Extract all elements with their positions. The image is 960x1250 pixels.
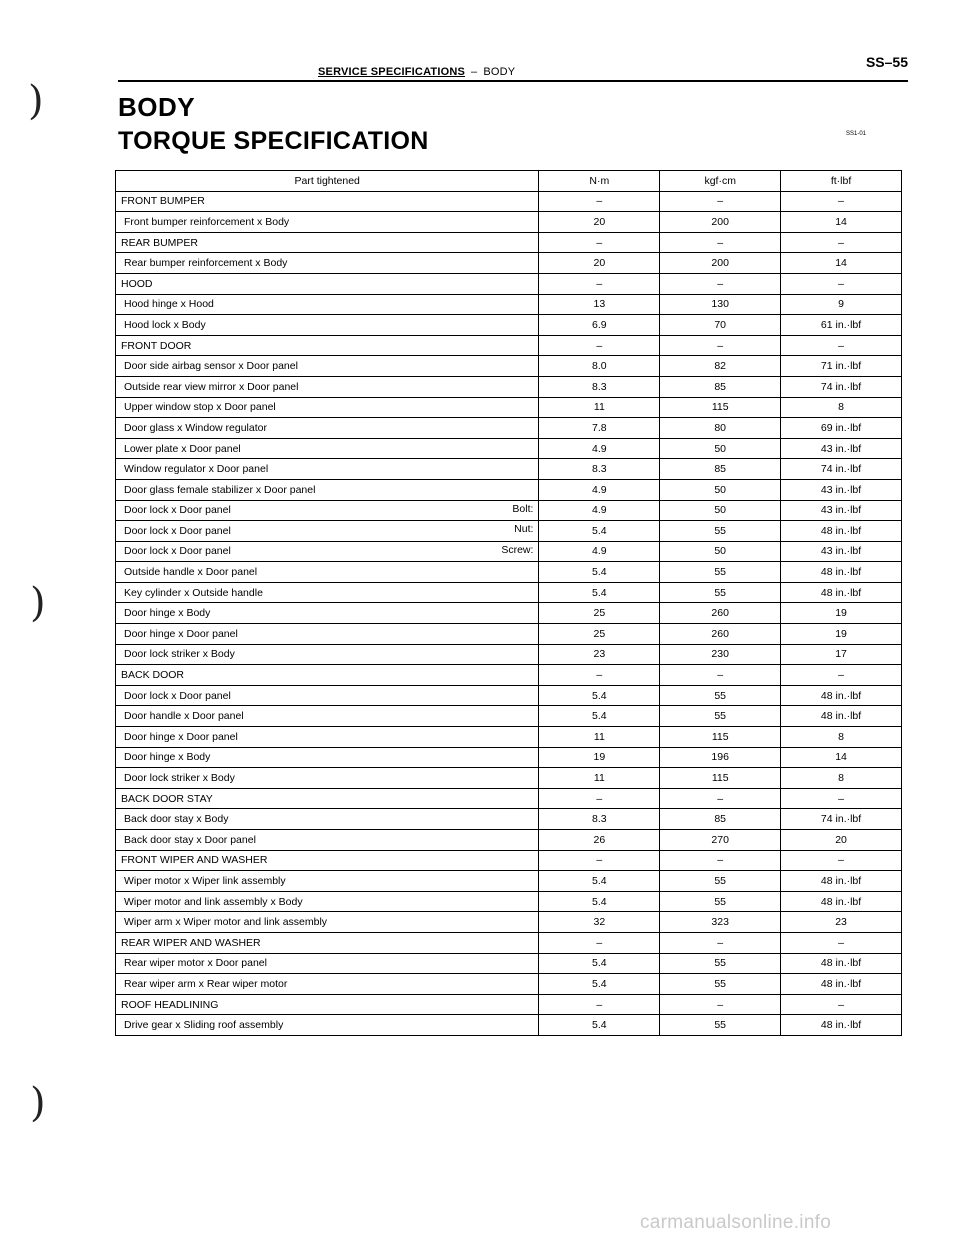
column-header-kgfcm: kgf·cm: [660, 171, 781, 192]
part-label: FRONT DOOR: [121, 339, 192, 352]
kgfcm-cell: 196: [660, 747, 781, 768]
part-label: Door hinge x Body: [124, 751, 211, 764]
ftlbf-cell: 48 in.·lbf: [781, 582, 902, 603]
nm-cell: 7.8: [539, 418, 660, 439]
part-label: REAR WIPER AND WASHER: [121, 936, 261, 949]
fastener-tag: Nut:: [514, 523, 534, 536]
part-cell: [116, 685, 539, 706]
part-cell: [116, 891, 539, 912]
column-header-ftlbf: ft·lbf: [781, 171, 902, 192]
kgfcm-cell: –: [660, 994, 781, 1015]
part-label: Wiper motor and link assembly x Body: [124, 895, 303, 908]
kgfcm-cell: –: [660, 335, 781, 356]
kgfcm-cell: 55: [660, 871, 781, 892]
table-row: [116, 582, 902, 603]
ftlbf-cell: 8: [781, 768, 902, 789]
part-label: Drive gear x Sliding roof assembly: [124, 1019, 284, 1032]
part-label: Door side airbag sensor x Door panel: [124, 360, 298, 373]
table-row: [116, 541, 902, 562]
kgfcm-cell: 260: [660, 624, 781, 645]
part-cell: [116, 273, 539, 294]
nm-cell: 4.9: [539, 479, 660, 500]
kgfcm-cell: 55: [660, 521, 781, 542]
ftlbf-cell: –: [781, 335, 902, 356]
table-row: [116, 953, 902, 974]
category-row: [116, 665, 902, 686]
ftlbf-cell: 14: [781, 212, 902, 233]
ftlbf-cell: 74 in.·lbf: [781, 459, 902, 480]
part-cell: [116, 727, 539, 748]
part-cell: [116, 459, 539, 480]
table-row: [116, 479, 902, 500]
table-row: [116, 727, 902, 748]
kgfcm-cell: 200: [660, 212, 781, 233]
ftlbf-cell: 48 in.·lbf: [781, 706, 902, 727]
table-row: [116, 891, 902, 912]
nm-cell: –: [539, 335, 660, 356]
ftlbf-cell: 74 in.·lbf: [781, 376, 902, 397]
column-header-nm: N·m: [539, 171, 660, 192]
part-cell: [116, 747, 539, 768]
ftlbf-cell: –: [781, 665, 902, 686]
part-label: Door lock x Door panel: [124, 689, 231, 702]
part-cell: [116, 479, 539, 500]
title-separator: –: [471, 66, 478, 78]
ftlbf-cell: 9: [781, 294, 902, 315]
page-number: SS–55: [865, 54, 908, 70]
part-label: HOOD: [121, 277, 153, 290]
nm-cell: 8.0: [539, 356, 660, 377]
part-cell: [116, 994, 539, 1015]
kgfcm-cell: –: [660, 665, 781, 686]
ftlbf-cell: 48 in.·lbf: [781, 562, 902, 583]
ftlbf-cell: –: [781, 273, 902, 294]
part-cell: [116, 521, 539, 542]
nm-cell: 5.4: [539, 706, 660, 727]
part-cell: [116, 541, 539, 562]
ftlbf-cell: 43 in.·lbf: [781, 438, 902, 459]
nm-cell: –: [539, 665, 660, 686]
part-label: BACK DOOR: [121, 669, 185, 682]
nm-cell: 8.3: [539, 809, 660, 830]
kgfcm-cell: 55: [660, 582, 781, 603]
binding-mark: ): [30, 1080, 46, 1126]
table-row: [116, 356, 902, 377]
kgfcm-cell: 50: [660, 438, 781, 459]
kgfcm-cell: 55: [660, 974, 781, 995]
category-row: [116, 850, 902, 871]
nm-cell: –: [539, 788, 660, 809]
nm-cell: 25: [539, 603, 660, 624]
ftlbf-cell: 8: [781, 397, 902, 418]
nm-cell: –: [539, 932, 660, 953]
ftlbf-cell: 20: [781, 830, 902, 851]
nm-cell: 5.4: [539, 562, 660, 583]
nm-cell: 5.4: [539, 974, 660, 995]
part-label: Door lock x Door panel: [124, 524, 231, 537]
ftlbf-cell: 71 in.·lbf: [781, 356, 902, 377]
table-row: [116, 603, 902, 624]
part-label: Door glass female stabilizer x Door panel: [124, 483, 316, 496]
nm-cell: 5.4: [539, 871, 660, 892]
part-label: Window regulator x Door panel: [124, 463, 269, 476]
nm-cell: 11: [539, 397, 660, 418]
part-label: Wiper arm x Wiper motor and link assembly: [124, 916, 328, 929]
table-row: [116, 624, 902, 645]
kgfcm-cell: –: [660, 788, 781, 809]
nm-cell: 20: [539, 253, 660, 274]
kgfcm-cell: 82: [660, 356, 781, 377]
table-row: [116, 871, 902, 892]
nm-cell: 6.9: [539, 315, 660, 336]
table-row: [116, 315, 902, 336]
part-label: Rear wiper arm x Rear wiper motor: [124, 977, 288, 990]
part-label: Door hinge x Door panel: [124, 627, 238, 640]
nm-cell: 8.3: [539, 376, 660, 397]
ftlbf-cell: 48 in.·lbf: [781, 1015, 902, 1036]
part-cell: [116, 376, 539, 397]
ftlbf-cell: 17: [781, 644, 902, 665]
ftlbf-cell: 19: [781, 624, 902, 645]
ftlbf-cell: 69 in.·lbf: [781, 418, 902, 439]
part-label: REAR BUMPER: [121, 236, 199, 249]
kgfcm-cell: –: [660, 232, 781, 253]
part-cell: [116, 500, 539, 521]
running-title: [318, 66, 515, 78]
section-title: SERVICE SPECIFICATIONS: [318, 66, 466, 78]
part-label: Door handle x Door panel: [124, 710, 244, 723]
table-row: [116, 809, 902, 830]
part-label: FRONT BUMPER: [121, 195, 205, 208]
ftlbf-cell: –: [781, 191, 902, 212]
kgfcm-cell: –: [660, 850, 781, 871]
table-row: [116, 376, 902, 397]
part-cell: [116, 191, 539, 212]
ftlbf-cell: 48 in.·lbf: [781, 685, 902, 706]
binding-mark: ): [28, 78, 44, 124]
table-row: [116, 1015, 902, 1036]
part-cell: [116, 253, 539, 274]
part-cell: [116, 603, 539, 624]
nm-cell: 8.3: [539, 459, 660, 480]
table-row: [116, 418, 902, 439]
table-row: [116, 685, 902, 706]
table-row: [116, 768, 902, 789]
part-label: Back door stay x Door panel: [124, 833, 256, 846]
part-cell: [116, 788, 539, 809]
part-label: Outside handle x Door panel: [124, 566, 258, 579]
nm-cell: –: [539, 273, 660, 294]
table-row: [116, 294, 902, 315]
part-cell: [116, 871, 539, 892]
part-cell: [116, 932, 539, 953]
part-label: Hood lock x Body: [124, 318, 206, 331]
kgfcm-cell: 55: [660, 1015, 781, 1036]
nm-cell: 25: [539, 624, 660, 645]
ftlbf-cell: 48 in.·lbf: [781, 891, 902, 912]
ftlbf-cell: –: [781, 994, 902, 1015]
nm-cell: 20: [539, 212, 660, 233]
table-row: [116, 438, 902, 459]
kgfcm-cell: 130: [660, 294, 781, 315]
part-cell: [116, 912, 539, 933]
ftlbf-cell: –: [781, 788, 902, 809]
fastener-tag: Screw:: [501, 543, 534, 556]
nm-cell: –: [539, 232, 660, 253]
part-label: Door hinge x Body: [124, 607, 211, 620]
table-row: [116, 706, 902, 727]
part-cell: [116, 624, 539, 645]
part-label: BACK DOOR STAY: [121, 792, 213, 805]
ftlbf-cell: 74 in.·lbf: [781, 809, 902, 830]
part-label: Door lock x Door panel: [124, 504, 231, 517]
kgfcm-cell: 70: [660, 315, 781, 336]
ftlbf-cell: 48 in.·lbf: [781, 521, 902, 542]
part-cell: [116, 850, 539, 871]
table-row: [116, 521, 902, 542]
ftlbf-cell: 48 in.·lbf: [781, 974, 902, 995]
part-label: Outside rear view mirror x Door panel: [124, 380, 299, 393]
part-cell: [116, 582, 539, 603]
torque-table: [115, 170, 902, 1036]
ftlbf-cell: 19: [781, 603, 902, 624]
part-label: Door lock x Door panel: [124, 545, 231, 558]
kgfcm-cell: 115: [660, 768, 781, 789]
ftlbf-cell: 61 in.·lbf: [781, 315, 902, 336]
kgfcm-cell: 85: [660, 459, 781, 480]
table-row: [116, 562, 902, 583]
kgfcm-cell: –: [660, 191, 781, 212]
table-row: [116, 500, 902, 521]
kgfcm-cell: 85: [660, 809, 781, 830]
part-cell: [116, 294, 539, 315]
part-label: Lower plate x Door panel: [124, 442, 241, 455]
nm-cell: 5.4: [539, 953, 660, 974]
table-row: [116, 459, 902, 480]
nm-cell: 32: [539, 912, 660, 933]
nm-cell: 4.9: [539, 500, 660, 521]
nm-cell: 4.9: [539, 541, 660, 562]
figure-code: SS1-01: [846, 131, 867, 137]
nm-cell: 5.4: [539, 521, 660, 542]
kgfcm-cell: 55: [660, 562, 781, 583]
category-row: [116, 191, 902, 212]
part-label: Rear bumper reinforcement x Body: [124, 257, 288, 270]
part-cell: [116, 953, 539, 974]
ftlbf-cell: 43 in.·lbf: [781, 479, 902, 500]
table-row: [116, 747, 902, 768]
kgfcm-cell: 115: [660, 397, 781, 418]
part-cell: [116, 768, 539, 789]
category-row: [116, 994, 902, 1015]
ftlbf-cell: 43 in.·lbf: [781, 541, 902, 562]
part-cell: [116, 438, 539, 459]
category-row: [116, 788, 902, 809]
header-rule: [118, 80, 908, 82]
part-cell: [116, 809, 539, 830]
ftlbf-cell: 14: [781, 747, 902, 768]
kgfcm-cell: 260: [660, 603, 781, 624]
part-cell: [116, 562, 539, 583]
category-row: [116, 273, 902, 294]
table-header-row: [116, 171, 902, 192]
page-header: [118, 52, 908, 82]
ftlbf-cell: –: [781, 850, 902, 871]
part-cell: [116, 706, 539, 727]
kgfcm-cell: 230: [660, 644, 781, 665]
nm-cell: 5.4: [539, 685, 660, 706]
nm-cell: –: [539, 850, 660, 871]
kgfcm-cell: 85: [660, 376, 781, 397]
part-cell: [116, 335, 539, 356]
part-cell: [116, 644, 539, 665]
nm-cell: 11: [539, 727, 660, 748]
table-row: [116, 212, 902, 233]
part-label: Door lock striker x Body: [124, 648, 235, 661]
part-label: Rear wiper motor x Door panel: [124, 957, 267, 970]
part-label: Back door stay x Body: [124, 813, 229, 826]
category-row: [116, 232, 902, 253]
part-cell: [116, 356, 539, 377]
nm-cell: 11: [539, 768, 660, 789]
table-row: [116, 912, 902, 933]
nm-cell: 23: [539, 644, 660, 665]
part-cell: [116, 974, 539, 995]
nm-cell: –: [539, 994, 660, 1015]
kgfcm-cell: 50: [660, 500, 781, 521]
section-heading: TORQUE SPECIFICATION: [118, 127, 429, 155]
kgfcm-cell: 50: [660, 479, 781, 500]
table-row: [116, 644, 902, 665]
nm-cell: 4.9: [539, 438, 660, 459]
kgfcm-cell: 323: [660, 912, 781, 933]
nm-cell: 13: [539, 294, 660, 315]
nm-cell: 5.4: [539, 582, 660, 603]
part-label: Door lock striker x Body: [124, 772, 235, 785]
fastener-tag: Bolt:: [512, 502, 534, 515]
kgfcm-cell: 80: [660, 418, 781, 439]
kgfcm-cell: 115: [660, 727, 781, 748]
part-cell: [116, 1015, 539, 1036]
part-label: Upper window stop x Door panel: [124, 401, 276, 414]
nm-cell: 5.4: [539, 1015, 660, 1036]
category-row: [116, 932, 902, 953]
table-row: [116, 253, 902, 274]
table-body: [116, 191, 902, 1035]
kgfcm-cell: 50: [660, 541, 781, 562]
table-row: [116, 830, 902, 851]
part-label: Door glass x Window regulator: [124, 421, 267, 434]
part-cell: [116, 315, 539, 336]
kgfcm-cell: 55: [660, 706, 781, 727]
table-row: [116, 974, 902, 995]
ftlbf-cell: 48 in.·lbf: [781, 871, 902, 892]
table-row: [116, 397, 902, 418]
part-cell: [116, 212, 539, 233]
kgfcm-cell: –: [660, 932, 781, 953]
part-label: ROOF HEADLINING: [121, 998, 219, 1011]
watermark: carmanualsonline.info: [640, 1212, 832, 1233]
part-label: Key cylinder x Outside handle: [124, 586, 263, 599]
part-label: Door hinge x Door panel: [124, 730, 238, 743]
kgfcm-cell: 270: [660, 830, 781, 851]
kgfcm-cell: 55: [660, 891, 781, 912]
section-subtitle: BODY: [483, 66, 516, 78]
ftlbf-cell: 14: [781, 253, 902, 274]
part-cell: [116, 232, 539, 253]
page-heading: BODY: [118, 92, 196, 122]
part-cell: [116, 665, 539, 686]
nm-cell: 5.4: [539, 891, 660, 912]
ftlbf-cell: 48 in.·lbf: [781, 953, 902, 974]
nm-cell: 26: [539, 830, 660, 851]
binding-mark: ): [30, 580, 46, 626]
kgfcm-cell: 55: [660, 685, 781, 706]
kgfcm-cell: 200: [660, 253, 781, 274]
part-label: Hood hinge x Hood: [124, 298, 214, 311]
part-cell: [116, 830, 539, 851]
column-header-part: Part tightened: [116, 171, 539, 192]
ftlbf-cell: –: [781, 232, 902, 253]
part-label: FRONT WIPER AND WASHER: [121, 854, 268, 867]
ftlbf-cell: 8: [781, 727, 902, 748]
nm-cell: 19: [539, 747, 660, 768]
kgfcm-cell: 55: [660, 953, 781, 974]
kgfcm-cell: –: [660, 273, 781, 294]
ftlbf-cell: –: [781, 932, 902, 953]
ftlbf-cell: 43 in.·lbf: [781, 500, 902, 521]
category-row: [116, 335, 902, 356]
part-label: Front bumper reinforcement x Body: [124, 215, 290, 228]
part-label: Wiper motor x Wiper link assembly: [124, 874, 286, 887]
part-cell: [116, 397, 539, 418]
part-cell: [116, 418, 539, 439]
nm-cell: –: [539, 191, 660, 212]
ftlbf-cell: 23: [781, 912, 902, 933]
